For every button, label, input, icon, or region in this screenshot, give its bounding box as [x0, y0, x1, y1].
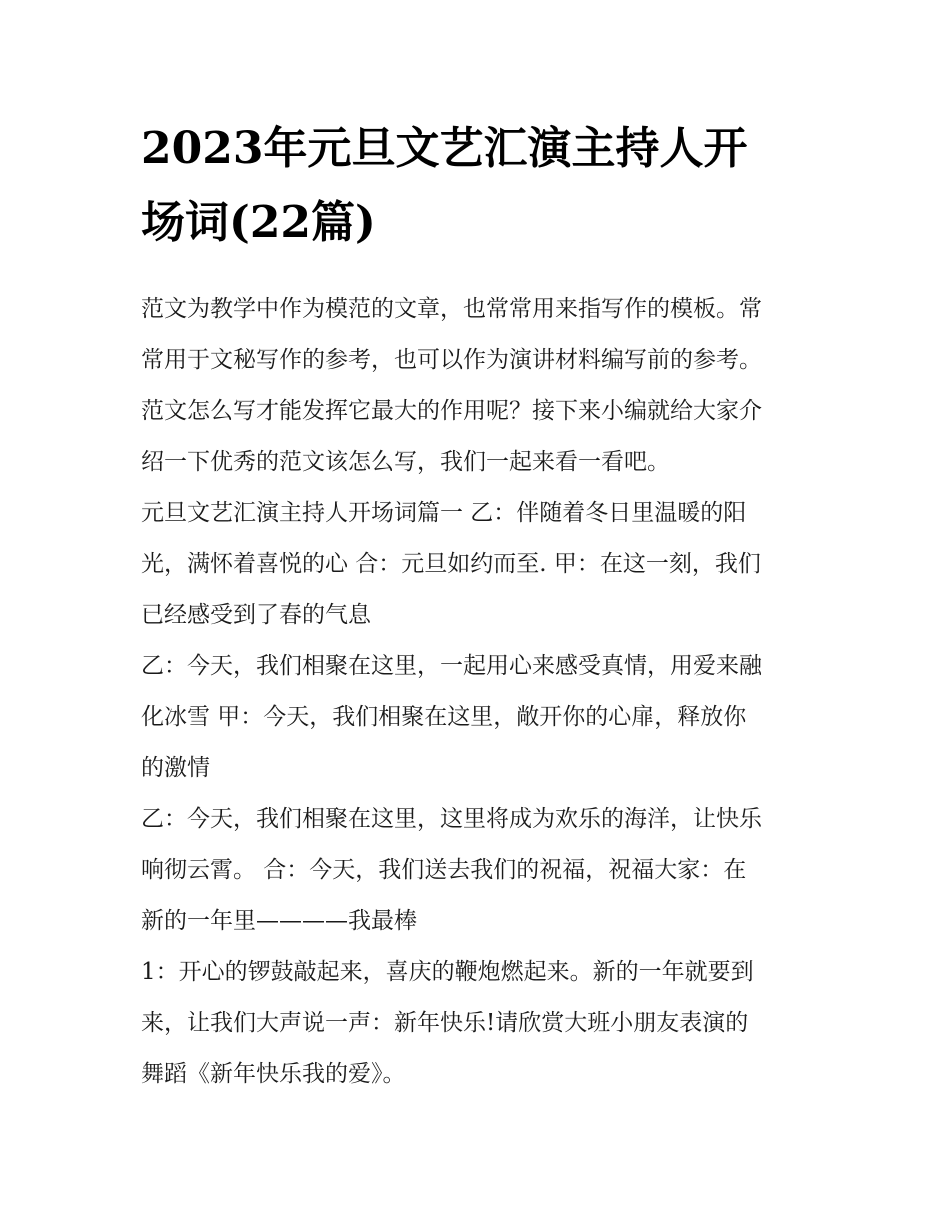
text-line: 常用于文秘写作的参考，也可以作为演讲材料编写前的参考。 [141, 347, 762, 373]
text-line: 绍一下优秀的范文该怎么写，我们一起来看一看吧。 [141, 449, 670, 475]
intro-paragraph [141, 284, 813, 488]
text-line: 乙：今天，我们相聚在这里，一起用心来感受真情，用爱来融 [141, 653, 762, 679]
speech-paragraph [141, 641, 813, 794]
text-line: 元旦文艺汇演主持人开场词篇一 乙：伴随着冬日里温暖的阳 [141, 500, 747, 526]
speech-paragraph [141, 488, 813, 641]
document-page [141, 112, 813, 1100]
text-line: 乙：今天，我们相聚在这里，这里将成为欢乐的海洋，让快乐 [141, 806, 762, 832]
text-line: 舞蹈《新年快乐我的爱》。 [141, 1061, 406, 1087]
text-line: 范文为教学中作为模范的文章，也常常用来指写作的模板。常 [141, 296, 762, 322]
text-line: 范文怎么写才能发挥它最大的作用呢？接下来小编就给大家介 [141, 398, 762, 424]
text-line: 响彻云霄。 合：今天，我们送去我们的祝福，祝福大家：在 [141, 857, 747, 883]
text-line: 新的一年里————我最棒 [141, 908, 417, 934]
text-line: 化冰雪 甲：今天，我们相聚在这里，敞开你的心扉，释放你 [141, 704, 747, 730]
title-line: 场词(22篇) [141, 197, 376, 248]
text-line: 光，满怀着喜悦的心 合：元旦如约而至. 甲：在这一刻，我们 [141, 551, 761, 577]
text-line: 1：开心的锣鼓敲起来，喜庆的鞭炮燃起来。新的一年就要到 [141, 959, 754, 985]
speech-paragraph [141, 947, 813, 1100]
text-line: 的激情 [141, 755, 210, 781]
text-line: 已经感受到了春的气息 [141, 602, 371, 628]
title-line: 2023年元旦文艺汇演主持人开 [141, 123, 748, 174]
document-title [141, 112, 813, 260]
speech-paragraph [141, 794, 813, 947]
document-body [141, 284, 813, 1100]
text-line: 来，让我们大声说一声：新年快乐!请欣赏大班小朋友表演的 [141, 1010, 749, 1036]
